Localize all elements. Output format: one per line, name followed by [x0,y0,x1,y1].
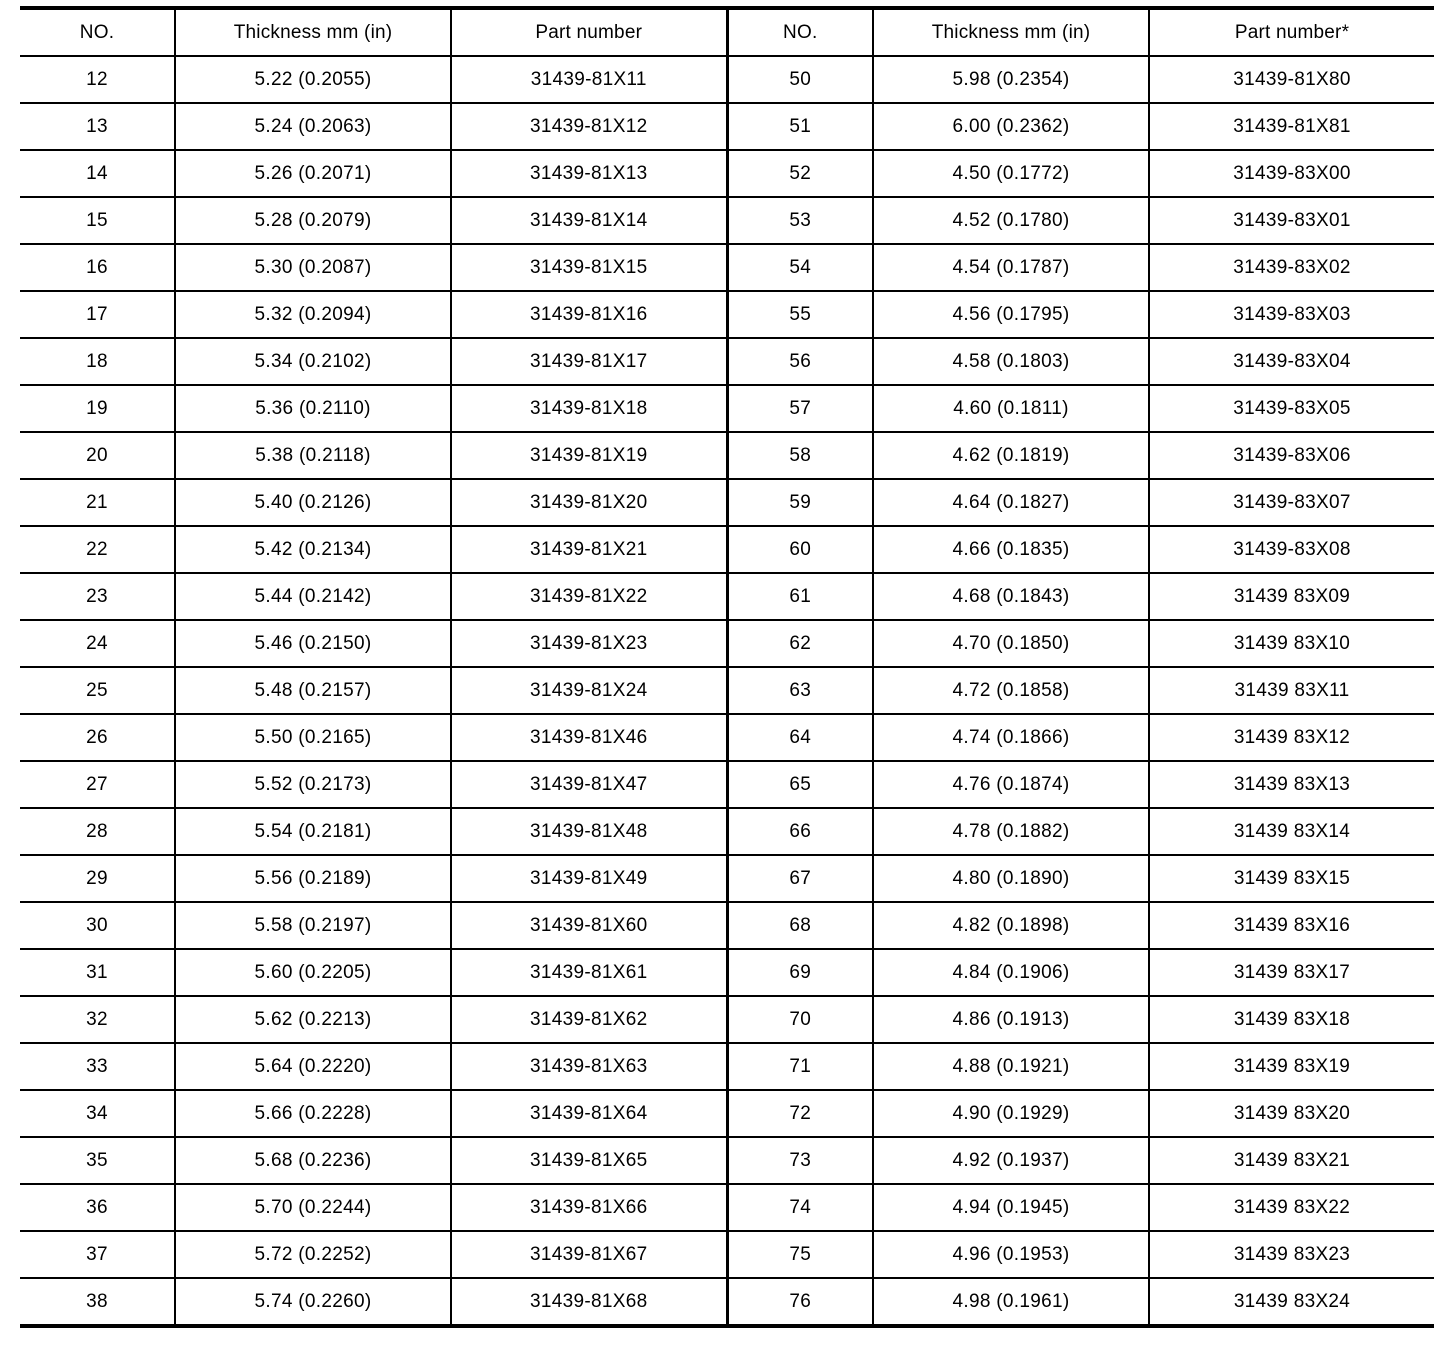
cell-part-number: 31439-81X63 [451,1043,727,1090]
cell-part-number-right: 31439 83X12 [1149,714,1434,761]
cell-part-number: 31439-81X17 [451,338,727,385]
cell-part-number: 31439-81X47 [451,761,727,808]
cell-part-number-right: 31439 83X15 [1149,855,1434,902]
cell-part-number-right: 31439-81X81 [1149,103,1434,150]
header-no: NO. [20,8,175,56]
cell-no: 12 [20,56,175,103]
cell-no-right: 75 [727,1231,873,1278]
cell-thickness-right: 4.82 (0.1898) [873,902,1149,949]
table-row [20,526,1434,573]
table-row [20,714,1434,761]
table-row [20,667,1434,714]
cell-no-right: 62 [727,620,873,667]
cell-no: 31 [20,949,175,996]
cell-part-number: 31439-81X64 [451,1090,727,1137]
cell-part-number: 31439-81X48 [451,808,727,855]
cell-no: 27 [20,761,175,808]
cell-part-number: 31439-81X21 [451,526,727,573]
cell-thickness: 5.60 (0.2205) [175,949,451,996]
cell-no: 34 [20,1090,175,1137]
cell-no: 37 [20,1231,175,1278]
cell-part-number: 31439-81X11 [451,56,727,103]
table-row [20,573,1434,620]
cell-thickness: 5.70 (0.2244) [175,1184,451,1231]
table-body [20,56,1434,1326]
cell-no: 16 [20,244,175,291]
cell-part-number-right: 31439 83X24 [1149,1278,1434,1326]
cell-no-right: 74 [727,1184,873,1231]
cell-no-right: 63 [727,667,873,714]
cell-no: 18 [20,338,175,385]
cell-thickness-right: 4.52 (0.1780) [873,197,1149,244]
cell-part-number: 31439-81X12 [451,103,727,150]
cell-thickness: 5.66 (0.2228) [175,1090,451,1137]
cell-part-number: 31439-81X20 [451,479,727,526]
cell-no-right: 50 [727,56,873,103]
cell-thickness-right: 4.90 (0.1929) [873,1090,1149,1137]
table-row [20,808,1434,855]
cell-part-number: 31439-81X14 [451,197,727,244]
cell-no: 19 [20,385,175,432]
cell-part-number: 31439-81X62 [451,996,727,1043]
cell-thickness: 5.56 (0.2189) [175,855,451,902]
cell-no: 15 [20,197,175,244]
table-row [20,1184,1434,1231]
cell-part-number-right: 31439-83X06 [1149,432,1434,479]
header-no-right: NO. [727,8,873,56]
cell-thickness: 5.24 (0.2063) [175,103,451,150]
cell-part-number: 31439-81X67 [451,1231,727,1278]
cell-no-right: 58 [727,432,873,479]
cell-no-right: 73 [727,1137,873,1184]
cell-no: 24 [20,620,175,667]
cell-thickness: 5.54 (0.2181) [175,808,451,855]
cell-thickness-right: 4.54 (0.1787) [873,244,1149,291]
cell-no-right: 51 [727,103,873,150]
header-thickness-right: Thickness mm (in) [873,8,1149,56]
cell-part-number-right: 31439 83X23 [1149,1231,1434,1278]
cell-no: 29 [20,855,175,902]
cell-no: 22 [20,526,175,573]
cell-part-number: 31439-81X23 [451,620,727,667]
cell-part-number-right: 31439 83X16 [1149,902,1434,949]
table-row [20,902,1434,949]
table-row [20,338,1434,385]
cell-thickness-right: 4.62 (0.1819) [873,432,1149,479]
cell-part-number-right: 31439 83X09 [1149,573,1434,620]
cell-no: 30 [20,902,175,949]
table-row [20,385,1434,432]
cell-no-right: 76 [727,1278,873,1326]
table-row [20,1043,1434,1090]
cell-thickness: 5.44 (0.2142) [175,573,451,620]
cell-thickness-right: 4.84 (0.1906) [873,949,1149,996]
cell-thickness: 5.62 (0.2213) [175,996,451,1043]
cell-no-right: 61 [727,573,873,620]
cell-thickness: 5.30 (0.2087) [175,244,451,291]
cell-part-number: 31439-81X15 [451,244,727,291]
cell-no-right: 57 [727,385,873,432]
cell-part-number: 31439-81X49 [451,855,727,902]
cell-thickness: 5.42 (0.2134) [175,526,451,573]
cell-thickness-right: 4.58 (0.1803) [873,338,1149,385]
cell-thickness-right: 4.98 (0.1961) [873,1278,1149,1326]
cell-no-right: 68 [727,902,873,949]
cell-no-right: 71 [727,1043,873,1090]
cell-part-number: 31439-81X61 [451,949,727,996]
cell-part-number-right: 31439-83X02 [1149,244,1434,291]
cell-thickness: 5.26 (0.2071) [175,150,451,197]
cell-no: 32 [20,996,175,1043]
cell-part-number-right: 31439 83X22 [1149,1184,1434,1231]
cell-thickness-right: 4.60 (0.1811) [873,385,1149,432]
cell-no-right: 59 [727,479,873,526]
cell-no: 17 [20,291,175,338]
cell-part-number: 31439-81X60 [451,902,727,949]
cell-part-number-right: 31439-83X00 [1149,150,1434,197]
cell-thickness: 5.68 (0.2236) [175,1137,451,1184]
cell-no-right: 60 [727,526,873,573]
cell-thickness-right: 4.88 (0.1921) [873,1043,1149,1090]
cell-no: 26 [20,714,175,761]
cell-no-right: 52 [727,150,873,197]
cell-no: 33 [20,1043,175,1090]
cell-part-number: 31439-81X24 [451,667,727,714]
cell-thickness: 5.34 (0.2102) [175,338,451,385]
cell-thickness-right: 5.98 (0.2354) [873,56,1149,103]
cell-part-number-right: 31439-83X07 [1149,479,1434,526]
cell-thickness-right: 4.64 (0.1827) [873,479,1149,526]
table-row [20,479,1434,526]
table-row [20,432,1434,479]
cell-no-right: 64 [727,714,873,761]
cell-part-number: 31439-81X65 [451,1137,727,1184]
cell-no-right: 65 [727,761,873,808]
cell-thickness-right: 4.94 (0.1945) [873,1184,1149,1231]
table-row [20,761,1434,808]
cell-part-number-right: 31439 83X14 [1149,808,1434,855]
table-row [20,103,1434,150]
table-row [20,996,1434,1043]
table-header-row [20,8,1434,56]
cell-part-number: 31439-81X18 [451,385,727,432]
cell-part-number-right: 31439 83X13 [1149,761,1434,808]
cell-no: 13 [20,103,175,150]
cell-part-number: 31439-81X22 [451,573,727,620]
cell-part-number-right: 31439 83X17 [1149,949,1434,996]
cell-no-right: 72 [727,1090,873,1137]
cell-thickness: 5.74 (0.2260) [175,1278,451,1326]
cell-thickness-right: 4.56 (0.1795) [873,291,1149,338]
cell-part-number-right: 31439-83X03 [1149,291,1434,338]
cell-thickness-right: 4.76 (0.1874) [873,761,1149,808]
cell-no-right: 53 [727,197,873,244]
shim-spec-table [20,6,1434,1328]
cell-thickness: 5.40 (0.2126) [175,479,451,526]
cell-no: 35 [20,1137,175,1184]
cell-no: 38 [86,1290,108,1312]
cell-no-right: 56 [727,338,873,385]
cell-no: 36 [20,1184,175,1231]
cell-no-right: 70 [727,996,873,1043]
table-row [20,1090,1434,1137]
cell-thickness-right: 4.86 (0.1913) [873,996,1149,1043]
cell-part-number-right: 31439 83X18 [1149,996,1434,1043]
cell-part-number: 31439-81X13 [451,150,727,197]
cell-thickness-right: 4.50 (0.1772) [873,150,1149,197]
table-row [20,620,1434,667]
cell-thickness-right: 4.70 (0.1850) [873,620,1149,667]
cell-thickness-right: 4.74 (0.1866) [873,714,1149,761]
cell-thickness-right: 4.78 (0.1882) [873,808,1149,855]
cell-part-number-right: 31439 83X10 [1149,620,1434,667]
cell-thickness: 5.38 (0.2118) [175,432,451,479]
table-row [20,56,1434,103]
cell-no-right: 55 [727,291,873,338]
cell-thickness: 5.58 (0.2197) [175,902,451,949]
cell-part-number: 31439-81X16 [451,291,727,338]
header-thickness: Thickness mm (in) [175,8,451,56]
cell-thickness: 5.28 (0.2079) [175,197,451,244]
cell-thickness-right: 4.96 (0.1953) [873,1231,1149,1278]
cell-part-number: 31439-81X66 [451,1184,727,1231]
cell-part-number-right: 31439 83X20 [1149,1090,1434,1137]
cell-thickness-right: 4.92 (0.1937) [873,1137,1149,1184]
cell-thickness: 5.50 (0.2165) [175,714,451,761]
cell-part-number: 31439-81X68 [451,1278,727,1326]
cell-no-right: 66 [727,808,873,855]
cell-part-number-right: 31439-83X01 [1149,197,1434,244]
cell-part-number-right: 31439-83X08 [1149,526,1434,573]
cell-part-number-right: 31439-83X04 [1149,338,1434,385]
cell-thickness: 5.46 (0.2150) [175,620,451,667]
table-row [20,1231,1434,1278]
cell-part-number-right: 31439 83X19 [1149,1043,1434,1090]
table-row [20,291,1434,338]
cell-thickness: 5.32 (0.2094) [175,291,451,338]
cell-no: 14 [20,150,175,197]
cell-no: 25 [20,667,175,714]
cell-thickness: 5.72 (0.2252) [175,1231,451,1278]
table-row [20,244,1434,291]
cell-no: 23 [20,573,175,620]
cell-thickness-right: 4.66 (0.1835) [873,526,1149,573]
table-row [20,1137,1434,1184]
cell-part-number-right: 31439-83X05 [1149,385,1434,432]
header-part-number-right: Part number* [1149,8,1434,56]
cell-thickness-right: 4.80 (0.1890) [873,855,1149,902]
cell-no: 20 [20,432,175,479]
cell-no-right: 69 [727,949,873,996]
cell-thickness-right: 6.00 (0.2362) [873,103,1149,150]
cell-no-right: 54 [727,244,873,291]
cell-no: 21 [20,479,175,526]
table-row [20,1278,1434,1326]
cell-no-right: 67 [727,855,873,902]
cell-no: 28 [20,808,175,855]
cell-thickness: 5.48 (0.2157) [175,667,451,714]
cell-part-number-right: 31439 83X11 [1149,667,1434,714]
cell-thickness-right: 4.68 (0.1843) [873,573,1149,620]
cell-thickness: 5.52 (0.2173) [175,761,451,808]
table-row [20,855,1434,902]
cell-part-number: 31439-81X19 [451,432,727,479]
cell-thickness: 5.22 (0.2055) [175,56,451,103]
cell-part-number-right: 31439-81X80 [1149,56,1434,103]
cell-thickness-right: 4.72 (0.1858) [873,667,1149,714]
cell-part-number: 31439-81X46 [451,714,727,761]
header-part-number: Part number [451,8,727,56]
table-row [20,150,1434,197]
table-row [20,949,1434,996]
table-row [20,197,1434,244]
cell-part-number-right: 31439 83X21 [1149,1137,1434,1184]
cell-thickness: 5.36 (0.2110) [175,385,451,432]
document-page [20,6,1434,1328]
cell-thickness: 5.64 (0.2220) [175,1043,451,1090]
